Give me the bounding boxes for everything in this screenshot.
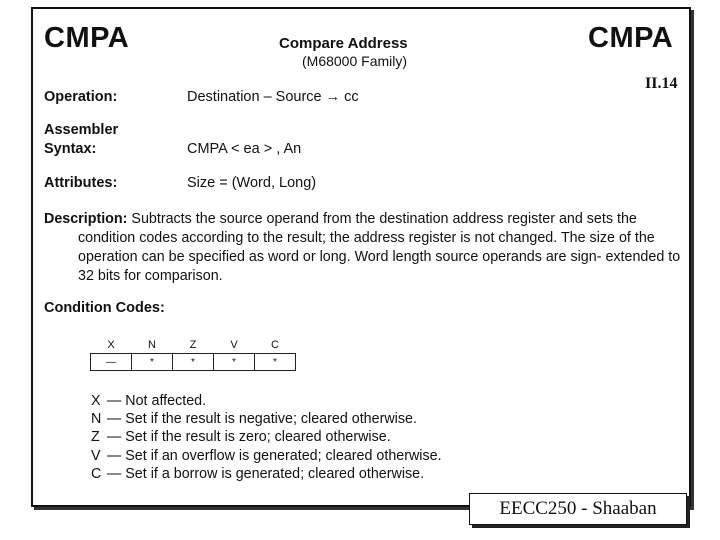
legend-item — [91, 465, 442, 483]
cc-header-z: Z — [189, 339, 197, 351]
operation-value: Destination – Source → cc — [187, 89, 359, 105]
legend-text: — Set if the result is zero; cleared otherwise. — [107, 429, 391, 446]
legend-flag: X — [91, 393, 101, 409]
cc-header-v: V — [230, 339, 238, 351]
cc-value-n: * — [132, 354, 173, 371]
legend-text: — Set if a borrow is generated; cleared otherwise. — [107, 465, 425, 482]
legend-flag: N — [91, 411, 102, 428]
condition-codes-legend — [91, 392, 442, 483]
cc-value-c: * — [255, 354, 296, 371]
legend-item — [91, 392, 442, 410]
syntax-value: CMPA < ea > , An — [187, 141, 302, 157]
condition-codes-label: Condition Codes: — [44, 300, 165, 316]
legend-item — [91, 428, 442, 446]
slide-number: II.14 — [645, 75, 678, 92]
legend-flag: C — [91, 465, 102, 482]
cc-value-x: — — [91, 354, 132, 371]
instruction-family: (M68000 Family) — [302, 53, 408, 69]
syntax-label-line2: Syntax: — [44, 141, 97, 157]
instruction-title: Compare Address — [279, 35, 408, 52]
cc-header-x: X — [107, 339, 115, 351]
cc-header-c: C — [271, 339, 279, 351]
legend-item — [91, 447, 442, 465]
legend-text: — Set if an overflow is generated; cleared otherwise. — [107, 447, 442, 464]
operation-label: Operation: — [44, 89, 118, 105]
description-label: Description: — [44, 211, 128, 227]
condition-codes-table — [90, 337, 296, 371]
description-paragraph — [44, 210, 689, 286]
mnemonic-right: CMPA — [588, 22, 674, 54]
cc-value-z: * — [173, 354, 214, 371]
course-badge — [469, 493, 687, 525]
description-text: Subtracts the source operand from the destination address register and sets the condition codes according to the result; the address register is not changed. The size of the operation can be specified as word or long. Word length source operands are sign- extended to 32 bits for comparison. — [78, 211, 681, 284]
syntax-label-line1: Assembler — [44, 122, 119, 138]
attributes-label: Attributes: — [44, 175, 118, 191]
cc-value-v: * — [214, 354, 255, 371]
cc-header-n: N — [148, 339, 156, 351]
legend-text: — Set if the result is negative; cleared otherwise. — [107, 411, 417, 428]
legend-flag: Z — [91, 429, 100, 446]
mnemonic-left: CMPA — [44, 22, 130, 54]
course-badge-label: EECC250 - Shaaban — [499, 498, 657, 519]
attributes-value: Size = (Word, Long) — [187, 175, 317, 191]
legend-item — [91, 410, 442, 428]
legend-text: — Not affected. — [107, 393, 207, 409]
legend-flag: V — [91, 447, 101, 464]
